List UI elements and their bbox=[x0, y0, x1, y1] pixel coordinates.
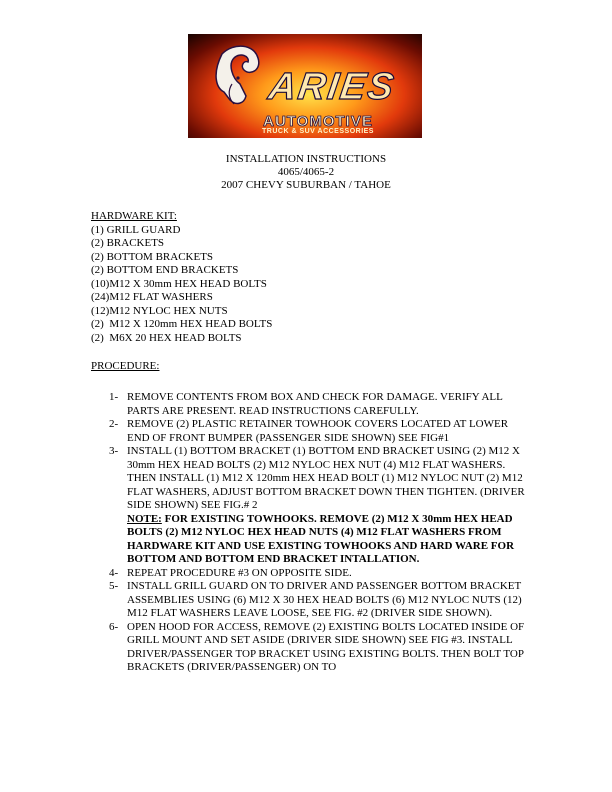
hardware-item: (2) BRACKETS bbox=[91, 237, 165, 249]
step-number: 6- bbox=[109, 620, 119, 633]
procedure-step bbox=[109, 445, 529, 567]
step-text: REPEAT PROCEDURE #3 ON OPPOSITE SIDE. bbox=[127, 566, 352, 579]
hardware-kit-title: HARDWARE KIT: bbox=[91, 210, 177, 222]
step-text: INSTALL (1) BOTTOM BRACKET (1) BOTTOM END BRACKET USING (2) M12 X 30mm HEX HEAD BOLTS (2) M12 NYLOC HEX NUT (4) M12 FLAT WASHERS. THEN INSTALL (1) M12 X 120mm HEX HEAD BOLT (1) M12 NYLOC NUT (2) M12 FLAT WASHERS, ADJUST BOTTOM BRACKET DOWN THEN TIGHTEN. (DRIVER SIDE SHOWN) SEE FIG.# 2 bbox=[127, 445, 525, 511]
procedure-step bbox=[109, 418, 529, 445]
hardware-item: (2) BOTTOM END BRACKETS bbox=[91, 264, 239, 276]
document-header bbox=[0, 153, 612, 192]
vehicle-model: 2007 CHEVY SUBURBAN / TAHOE bbox=[221, 179, 391, 191]
logo-brand-text: ARIES bbox=[265, 66, 399, 108]
logo-tagline: TRUCK & SUV ACCESSORIES bbox=[262, 128, 374, 135]
aries-logo bbox=[188, 34, 422, 138]
hardware-item: (1) GRILL GUARD bbox=[91, 223, 181, 236]
step-number: 4- bbox=[109, 566, 119, 579]
step-text: OPEN HOOD FOR ACCESS, REMOVE (2) EXISTING BOLTS LOCATED INSIDE OF GRILL MOUNT AND SET ASIDE (DRIVER SIDE SHOWN) SEE FIG #3. INSTALL DRIVER/PASSENGER TOP BRACKET USING EXISTING BOLTS. THEN BOLT TOP BRACKETS (DRIVER/PASSENGER) ON TO bbox=[127, 620, 525, 673]
hardware-item: (10)M12 X 30mm HEX HEAD BOLTS bbox=[91, 277, 267, 290]
procedure-steps bbox=[109, 391, 529, 675]
procedure-step bbox=[109, 567, 529, 581]
procedure-step bbox=[109, 580, 529, 621]
procedure-step bbox=[109, 621, 529, 675]
hardware-item: (2) BOTTOM BRACKETS bbox=[91, 250, 214, 263]
procedure-title: PROCEDURE: bbox=[91, 360, 160, 372]
note-text: FOR EXISTING TOWHOOKS. REMOVE (2) M12 X 30mm HEX HEAD BOLTS (2) M12 NYLOC HEX HEAD NUTS (4) M12 FLAT WASHERS FROM HARDWARE KIT AND USE EXISTING TOWHOOKS AND HARD WARE FOR BOTTOM AND BOTTOM END BRACKET INTALLATION. bbox=[127, 512, 515, 565]
step-text: REMOVE CONTENTS FROM BOX AND CHECK FOR DAMAGE. VERIFY ALL PARTS ARE PRESENT. READ INSTRUCTIONS CAREFULLY. bbox=[127, 391, 503, 417]
step-number: 2- bbox=[109, 418, 119, 430]
step-text: REMOVE (2) PLASTIC RETAINER TOWHOOK COVERS LOCATED AT LOWER END OF FRONT BUMPER (PASSENGER SIDE SHOWN) SEE FIG#1 bbox=[127, 418, 509, 444]
hardware-item: (2) M6X 20 HEX HEAD BOLTS bbox=[91, 331, 242, 344]
step-number: 1- bbox=[109, 391, 119, 403]
document-title: INSTALLATION INSTRUCTIONS bbox=[225, 153, 387, 165]
step-text: INSTALL GRILL GUARD ON TO DRIVER AND PASSENGER BOTTOM BRACKET ASSEMBLIES USING (6) M12 X 30 HEX HEAD BOLTS (6) M12 NYLOC NUTS (12) M12 FLAT WASHERS LEAVE LOOSE, SEE FIG. #2 (DRIVER SIDE SHOWN). bbox=[127, 580, 522, 619]
step-number: 5- bbox=[109, 580, 119, 592]
hardware-item: (24)M12 FLAT WASHERS bbox=[91, 291, 213, 303]
logo-subtitle: AUTOMOTIVE bbox=[263, 113, 373, 130]
hardware-item: (2) M12 X 120mm HEX HEAD BOLTS bbox=[91, 318, 273, 330]
hardware-kit-section bbox=[91, 210, 272, 345]
note-label: NOTE: bbox=[127, 512, 162, 525]
hardware-item: (12)M12 NYLOC HEX NUTS bbox=[91, 304, 228, 317]
procedure-step bbox=[109, 391, 529, 418]
part-number: 4065/4065-2 bbox=[277, 166, 335, 178]
step-number: 3- bbox=[109, 445, 119, 457]
